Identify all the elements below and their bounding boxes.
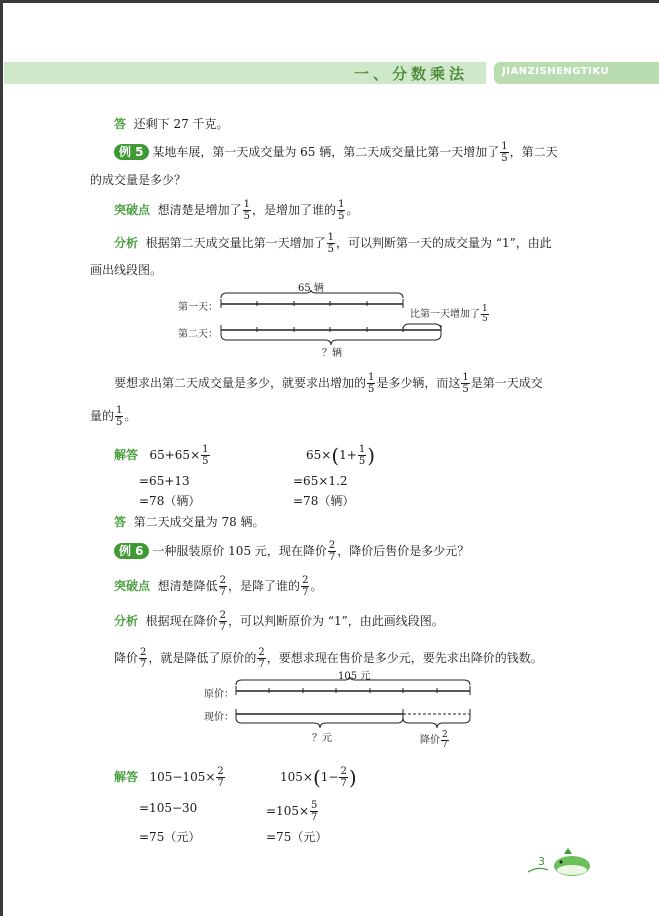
ex6-text-b: ，降价后售价是多少元？ xyxy=(337,544,470,558)
s1-line3: =78（辆） xyxy=(139,494,201,508)
an-a: 根据第二天成交量比第一天增加了 xyxy=(145,236,326,250)
p-c: 是第一天成交 xyxy=(470,376,543,390)
p-b: 是多少辆，而这 xyxy=(376,376,461,390)
hedgehog-icon xyxy=(528,846,594,880)
s1-line2: =65+13 xyxy=(139,474,190,488)
fraction: $\frac{2}{7}$ xyxy=(219,610,227,633)
current-price-label: 现价： xyxy=(204,712,234,723)
example5-answer xyxy=(114,514,265,530)
s2-line3: =78（辆） xyxy=(293,494,355,508)
answer-text: 还剩下 27 千克。 xyxy=(133,117,229,131)
p-c: ，要想求现在售价是多少元，要先求出降价的钱数。 xyxy=(266,651,543,665)
fraction: $\frac{2}{7}$ xyxy=(302,575,309,598)
total-price-label: 105 元 xyxy=(338,671,371,682)
s1-a: 65+65× xyxy=(149,448,201,462)
diagram-2-svg xyxy=(230,677,480,733)
discount-label: 降价 $\frac{2}{7}$ xyxy=(420,730,448,750)
example5-solution-1 xyxy=(114,444,211,467)
tp-c: 。 xyxy=(310,579,323,593)
day1-label: 第一天： xyxy=(178,302,218,313)
p-a: 要想求出第二天成交量是多少，就要求出增加的 xyxy=(114,376,367,390)
tp-b: ，是降了谁的 xyxy=(228,579,301,593)
example6-solution-1 xyxy=(114,766,226,789)
answer-label: 答 xyxy=(114,117,127,131)
an-a: 根据现在降价 xyxy=(145,614,218,628)
fraction: $\frac{1}{5}$ xyxy=(327,232,335,255)
p-line2: 量的 xyxy=(90,409,115,423)
left-border xyxy=(0,0,3,916)
answer-line xyxy=(114,116,229,132)
page-number: 3 xyxy=(538,855,545,868)
example5-key-point xyxy=(114,199,358,222)
key-point-label: 突破点 xyxy=(114,579,151,593)
solution-label: 解答 xyxy=(114,770,139,784)
fraction: $\frac{1}{5}$ xyxy=(202,444,209,467)
fraction: $\frac{1}{5}$ xyxy=(462,372,469,395)
fraction: $\frac{2}{7}$ xyxy=(328,540,336,563)
key-point-label: 突破点 xyxy=(114,203,151,217)
s1-line3: =75（元） xyxy=(139,830,201,844)
solution-label: 解答 xyxy=(114,448,139,462)
s2-b: 1− xyxy=(320,770,339,784)
s1-a: 105−105× xyxy=(149,770,216,784)
fraction: $\frac{1}{5}$ xyxy=(358,444,366,467)
s2-a: 65× xyxy=(306,448,332,462)
header-tag-text: JIANZISHENGTIKU xyxy=(502,66,610,77)
diagram-1-svg xyxy=(215,290,445,348)
p-b: ，就是降低了原价的 xyxy=(148,651,257,665)
chapter-title: 一、分数乘法 xyxy=(353,65,468,83)
fraction: $\frac{2}{7}$ xyxy=(140,647,147,670)
fraction: $\frac{2}{7}$ xyxy=(340,766,347,789)
example5-line2: 的成交量是多少？ xyxy=(90,173,187,187)
fraction: $\frac{2}{7}$ xyxy=(258,647,265,670)
example5-analysis xyxy=(114,232,552,255)
tp-b: ，是增加了谁的 xyxy=(252,203,337,217)
s2-line2: =105× $\frac{5}{7}$ xyxy=(266,800,318,823)
fraction: $\frac{1}{5}$ xyxy=(243,199,251,222)
example5-question xyxy=(114,141,558,164)
example6-question xyxy=(114,540,469,563)
p-end: 。 xyxy=(124,409,137,423)
unknown-price-label: ？元 xyxy=(312,733,332,744)
header-tag xyxy=(494,62,659,84)
an-b: ，可以判断第一天的成交量为 “1”，由此 xyxy=(336,236,552,250)
fraction: $\frac{1}{5}$ xyxy=(482,304,488,324)
s2-line2: =65×1.2 xyxy=(293,474,348,488)
s1-line2: =105−30 xyxy=(139,801,198,815)
fraction: $\frac{1}{5}$ xyxy=(116,405,123,428)
s2-b: 1+ xyxy=(339,448,357,462)
s2-a: 105× xyxy=(280,770,313,784)
original-price-label: 原价： xyxy=(204,689,234,700)
ex6-text-a: 一种服装原价 105 元，现在降价 xyxy=(152,544,327,558)
s2-line3: =75（元） xyxy=(266,830,328,844)
total-label: 65 辆 xyxy=(298,283,324,294)
example6-analysis xyxy=(114,610,444,633)
example6-badge: 例 6 xyxy=(114,543,149,559)
fraction: $\frac{1}{5}$ xyxy=(338,199,345,222)
analysis-label: 分析 xyxy=(114,614,139,628)
fraction: $\frac{5}{7}$ xyxy=(311,800,318,823)
answer-label: 答 xyxy=(114,515,127,529)
example5-analysis-line2: 画出线段图。 xyxy=(90,263,163,277)
example5-solution-2: 65×(1+ $\frac{1}{5}$ ) xyxy=(306,443,376,468)
increase-label: 比第一天增加了 $\frac{1}{5}$ xyxy=(410,304,488,324)
answer-text: 第二天成交量为 78 辆。 xyxy=(133,515,265,529)
ex5-text-a: 某地车展，第一天成交量为 65 辆，第二天成交量比第一天增加了 xyxy=(152,145,500,159)
fraction: $\frac{2}{7}$ xyxy=(442,730,448,750)
header-band xyxy=(4,62,486,84)
analysis-label: 分析 xyxy=(114,236,139,250)
p-a: 降价 xyxy=(114,651,139,665)
fraction: $\frac{2}{7}$ xyxy=(219,575,227,598)
day2-label: 第二天： xyxy=(178,329,218,340)
tp-a: 想清楚降低 xyxy=(157,579,218,593)
example5-paragraph-line2 xyxy=(90,405,136,428)
example6-solution-2: 105×(1− $\frac{2}{7}$ ) xyxy=(280,765,357,790)
top-border xyxy=(0,0,659,3)
example5-paragraph xyxy=(114,372,543,395)
fraction: $\frac{1}{5}$ xyxy=(501,141,508,164)
example6-paragraph xyxy=(114,647,543,670)
ex5-text-b: ，第二天 xyxy=(509,145,558,159)
fraction: $\frac{1}{5}$ xyxy=(368,372,375,395)
an-b: ，可以判断原价为 “1”，由此画线段图。 xyxy=(228,614,444,628)
unknown-label: ？辆 xyxy=(322,348,342,359)
fraction: $\frac{2}{7}$ xyxy=(217,766,224,789)
tp-a: 想清楚是增加了 xyxy=(157,203,242,217)
example6-key-point xyxy=(114,575,322,598)
example5-badge: 例 5 xyxy=(114,144,149,160)
tp-c: 。 xyxy=(346,203,359,217)
